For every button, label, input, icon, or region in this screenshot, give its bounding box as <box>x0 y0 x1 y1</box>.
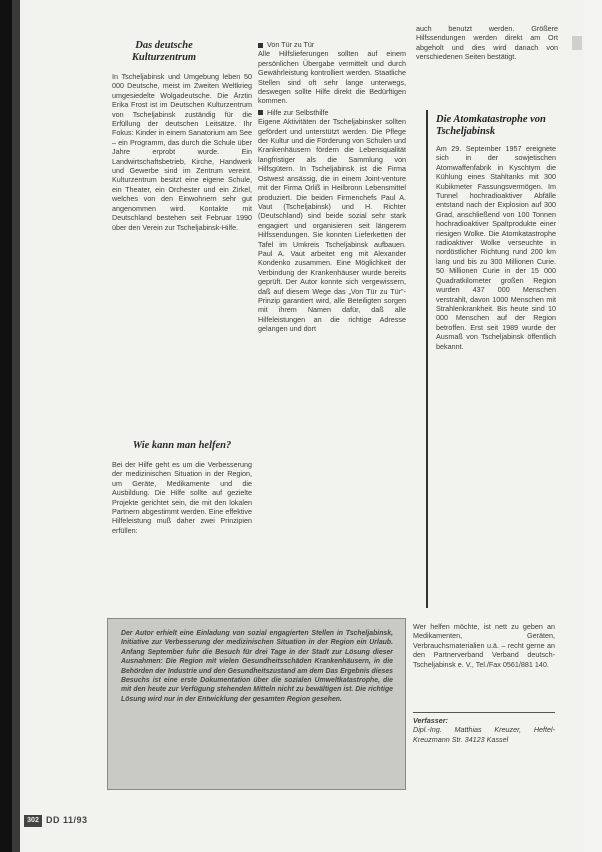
body-selbsthilfe: Eigene Aktivitäten der Tscheljabinsker sollten gefördert und unterstützt werden. Die Pflege der Kultur und die Förderung von Schulen und Krankenhäusern fördern die Lebensqualität langfristiger als die Sammlung von Hilfsgütern. In Tscheljabinsk ist die Firma Ostwest ansässig, die in einem Joint-venture mit der Firma Orliß in Heilbronn Lebensmittel produziert. Die beiden Firmenchefs Paul A. Vaut (Tscheljabinsk) und H. Richter (Deutschland) sind beide sozial sehr stark engagiert und organisieren seit längerem Hilfssendungen. Sie konnten Lieferketten der Tafel im Umkreis Tscheljabinsk aufbauen. Paul A. Vaut arbeitet eng mit Alexander Kondenko zusammen. Eine Möglichkeit der Verbindung der Krankenhäuser wurde bereits geprüft. Der Autor konnte sich vergewissern, daß auf diesem Wege das „Von Tür zu Tür"-Prinzip garantiert wird, alle Beteiligten sorgen mit ihrem Namen dafür, daß alle Hilfeleistungen an die richtige Adresse gelangen und dort <box>258 117 406 334</box>
heading-atomkatastrophe: Die Atomkatastrophe von Tscheljabinsk <box>436 114 546 137</box>
heading-helfen: Wie kann man helfen? <box>132 440 232 451</box>
author-label: Verfasser: <box>413 716 448 725</box>
column-3-top <box>416 24 558 106</box>
page-tab-mark <box>572 36 582 50</box>
bullet-label-1: Von Tür zu Tür <box>267 40 315 49</box>
info-box-gray <box>107 618 406 790</box>
column-3-bottom <box>413 622 555 706</box>
body-col3-top: auch benutzt werden. Größere Hilfssendungen werden direkt am Ort abgeholt und dies wird danach von verschiedenen Seiten bestätigt. <box>416 24 558 62</box>
info-box-text: Der Autor erhielt eine Einladung von sozial engagierten Stellen in Tscheljabinsk, Initiative zur Verbesserung der medizinischen Situation in der Region ein Urlaub. Anfang September fuhr die Besuch für drei Tage in der Stadt zur Lösung dieser Ausnahmen: Die Region mit vielen Gesundheitsschäden Krankenhäusern, in die Behörden der Industrie und den Gesundheitszustand am dem Das Ergebnis dieses Besuchs ist eine erste Dokumentation über die sozialen Umweltkatastrophe, die mit den heute zur Verfügung stehenden Mitteln nicht zu bewältigen ist. Die richtige Lösung wird nur in der Entwicklung der gesamten Region gesehen. <box>121 630 393 703</box>
column-1 <box>112 40 252 436</box>
bullet-marker-1 <box>258 43 263 48</box>
author-name: Dipl.-Ing. Matthias Kreuzer, Heftel-Kreuzmann Str. 34123 Kassel <box>413 725 555 744</box>
page-margin-right <box>584 0 602 852</box>
body-col3-bottom: Wer helfen möchte, ist nett zu geben an Medikamenten, Geräten, Verbrauchsmaterialien u.ä. – recht gerne an den Partnerverband Verband deutsch-Tscheljabinsk e. V., Tel./Fax 0561/881 140. <box>413 622 555 669</box>
column-1b <box>112 440 252 615</box>
column-2 <box>258 40 406 615</box>
scan-border-shadow <box>12 0 20 852</box>
body-kulturzentrum: In Tscheljabinsk und Umgebung leben 50 000 Deutsche, meist im Zweiten Weltkrieg umgesiedelte Wolgadeutsche. Die Ärztin Erika Frost ist im Deutschen Kulturzentrum von Tscheljabinsk zuständig für die Erfüllung der deutschen Leitsätze. Ihr Fokus: Kinder in einem Sanatorium am See – ein Programm, das durch die Schule über Jahre erprobt wurde. Ein Landwirtschaftsbetrieb, Kirche, Handwerk und Gewerbe sind im Zentrum vereint. Kulturzentrum besitzt eine eigene Schule, ein Theater, ein Orchester und ein Zirkel, welches von den Einwohnern sehr gut angenommen wird. Kontakte mit Deutschland bestehen seit Februar 1990 über den Verein zur Tscheljabinsk-Hilfe. <box>112 72 252 232</box>
body-tuer-zu-tuer: Alle Hilfslieferungen sollten auf einem persönlichen Übergabe vermittelt und durch Gewährleistung kontrolliert werden. Staatliche Stellen sind oft sehr lange unterwegs, deswegen sollte Hilfe direkt die Bedürftigen kommen. <box>258 49 406 106</box>
author-block <box>413 716 555 756</box>
bullet-label-2: Hilfe zur Selbsthilfe <box>267 107 329 117</box>
bullet-tuer-zu-tuer <box>258 40 406 49</box>
heading-kulturzentrum: Das deutsche Kulturzentrum <box>131 40 197 63</box>
bullet-marker-2 <box>258 110 263 115</box>
author-divider <box>413 712 555 713</box>
sidebar-atomkatastrophe <box>426 110 559 608</box>
body-helfen: Bei der Hilfe geht es um die Verbesserung der medizinischen Situation in der Region, um Geräte, Medikamente und die Ausbildung. Die Hilfe sollte auf gezielte Projekte gerichtet sein, die mit den lokalen Partnern abgestimmt werden. Eine effektive Hilfeleistung muß daher zwei Prinzipien erfüllen: <box>112 460 252 535</box>
bullet-selbsthilfe <box>258 108 406 117</box>
scan-border-left <box>0 0 12 852</box>
body-atomkatastrophe: Am 29. September 1957 ereignete sich in der sowjetischen Atomwaffenfabrik in Kyschtym die Kühlung eines Stahltanks mit 300 Kubikmeter Fassungsvermögen. Im Tunnel hochradioaktiver Abfälle entstand nach der Explosion auf 300 Grad, anschließend von 100 Tonnen hochradioaktiver Spaltprodukte einer riesigen Wolke. Die Atomkatastrophe radioaktiver Wolke verseuchte in nordöstlicher Richtung rund 200 km lang und bis zu 300 Millionen Curie. 50 Millionen Curie in der 15 000 Quadratkilometer großen Region wurden 437 000 Menschen verstrahlt, davon 1000 Menschen mit Strahlenkrankheit. Bis heute sind 10 000 Menschen auf der Region betroffen. Erst seit 1989 wurde der Ausmaß von Tscheljabinsk öffentlich bekannt. <box>436 144 556 351</box>
page-number: 302 <box>24 815 42 827</box>
issue-tag: DD 11/93 <box>46 815 88 825</box>
